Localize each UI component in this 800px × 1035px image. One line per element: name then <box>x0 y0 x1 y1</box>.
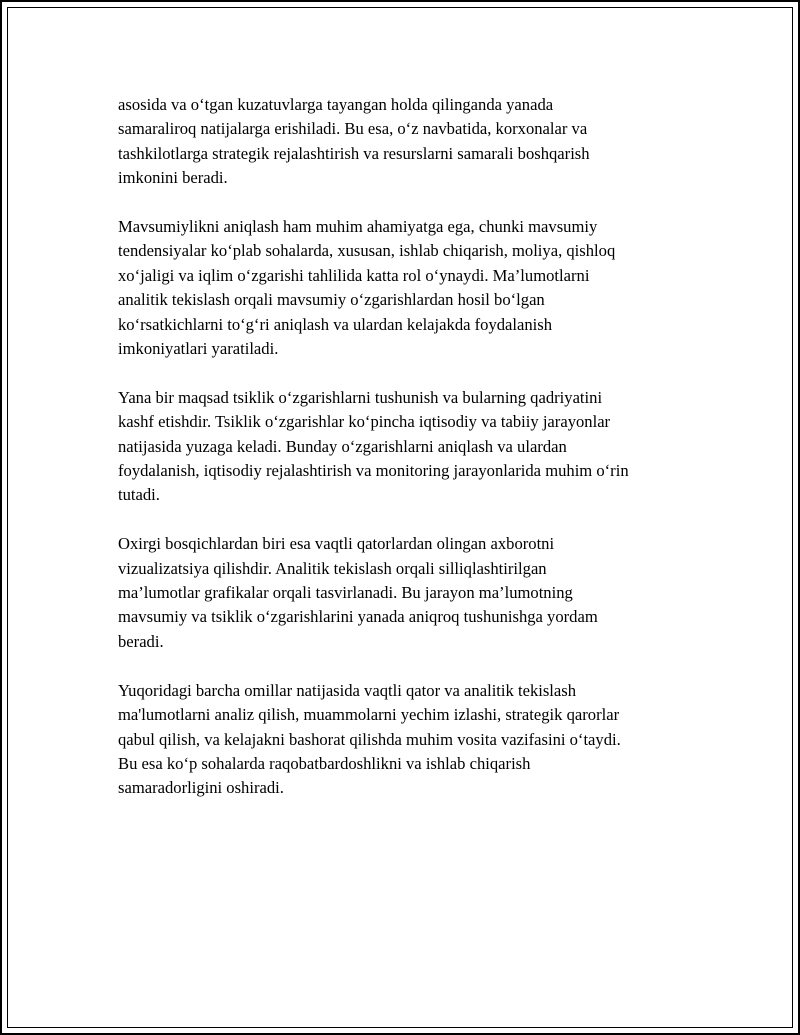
document-body <box>118 93 690 825</box>
paragraph-forecasting: asosida va o‘tgan kuzatuvlarga tayangan holda qilinganda yanada samaraliroq natijalarga erishiladi. Bu esa, o‘z navbatida, korxonalar va tashkilotlarga strategik rejalashtirish va resurslarni samarali boshqarish imkonini beradi. <box>118 95 590 188</box>
paragraph-cyclical: Yana bir maqsad tsiklik o‘zgarishlarni tushunish va bularning qadriyatini kashf etishdir. Tsiklik o‘zgarishlar ko‘pincha iqtisodiy va tabiiy jarayonlar natijasida yuzaga keladi. Bunday o‘zgarishlarni aniqlash va ulardan foydalanish, iqtisodiy rejalashtirish va monitoring jarayonlarida muhim o‘rin tutadi. <box>118 387 629 505</box>
paragraph-seasonality: Mavsumiylikni aniqlash ham muhim ahamiyatga ega, chunki mavsumiy tendensiyalar ko‘plab sohalarda, xususan, ishlab chiqarish, moliya, qishloq xo‘jaligi va iqlim o‘zgarishi tahlilida katta rol o‘ynaydi. Ma’lumotlarni analitik tekislash orqali mavsumiy o‘zgarishlardan hosil bo‘lgan ko‘rsatkichlarni to‘g‘ri aniqlash va ulardan kelajakda foydalanish imkoniyatlari yaratiladi. <box>118 217 616 359</box>
paragraph-conclusion: Yuqoridagi barcha omillar natijasida vaqtli qator va analitik tekislash ma'lumotlarni analiz qilish, muammolarni yechim izlashi, strategik qarorlar qabul qilish, va kelajakni bashorat qilishda muhim vosita vazifasini o‘taydi. Bu esa ko‘p sohalarda raqobatbardoshlikni va ishlab chiqarish samaradorligini oshiradi. <box>118 680 621 798</box>
paragraph-visualization: Oxirgi bosqichlardan biri esa vaqtli qatorlardan olingan axborotni vizualizatsiya qilishdir. Analitik tekislash orqali silliqlashtirilgan ma’lumotlar grafikalar orqali tasvirlanadi. Bu jarayon ma’lumotning mavsumiy va tsiklik o‘zgarishlarini yanada aniqroq tushunishga yordam beradi. <box>118 534 598 651</box>
